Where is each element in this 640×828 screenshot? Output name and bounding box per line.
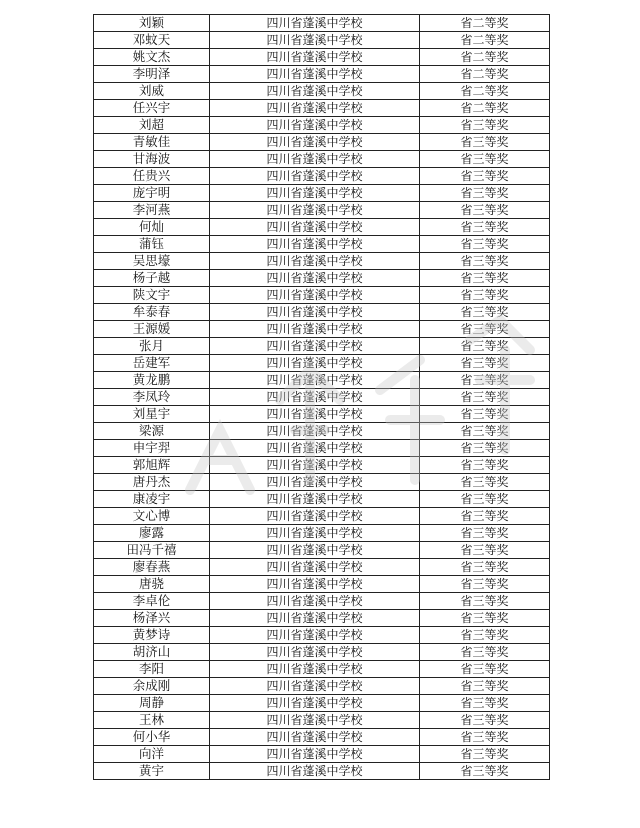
name-cell: 胡济山 (94, 644, 210, 661)
table-row (94, 236, 550, 253)
school-cell: 四川省蓬溪中学校 (210, 117, 420, 134)
award-cell: 省二等奖 (420, 15, 550, 32)
table-row (94, 559, 550, 576)
name-cell: 岳建军 (94, 355, 210, 372)
award-cell: 省三等奖 (420, 593, 550, 610)
table-row (94, 627, 550, 644)
table-row (94, 287, 550, 304)
table-row (94, 270, 550, 287)
award-list-body (94, 15, 550, 780)
name-cell: 邓蚊天 (94, 32, 210, 49)
name-cell: 何小华 (94, 729, 210, 746)
school-cell: 四川省蓬溪中学校 (210, 287, 420, 304)
award-cell: 省三等奖 (420, 270, 550, 287)
school-cell: 四川省蓬溪中学校 (210, 491, 420, 508)
table-row (94, 66, 550, 83)
school-cell: 四川省蓬溪中学校 (210, 202, 420, 219)
table-row (94, 253, 550, 270)
school-cell: 四川省蓬溪中学校 (210, 372, 420, 389)
name-cell: 申宇羿 (94, 440, 210, 457)
table-row (94, 644, 550, 661)
award-cell: 省三等奖 (420, 338, 550, 355)
table-row (94, 32, 550, 49)
award-cell: 省三等奖 (420, 321, 550, 338)
table-row (94, 593, 550, 610)
table-row (94, 491, 550, 508)
school-cell: 四川省蓬溪中学校 (210, 695, 420, 712)
name-cell: 田冯千禧 (94, 542, 210, 559)
award-cell: 省三等奖 (420, 185, 550, 202)
award-cell: 省三等奖 (420, 474, 550, 491)
name-cell: 何灿 (94, 219, 210, 236)
award-cell: 省三等奖 (420, 372, 550, 389)
table-row (94, 525, 550, 542)
name-cell: 陕文宇 (94, 287, 210, 304)
award-cell: 省三等奖 (420, 457, 550, 474)
award-cell: 省三等奖 (420, 627, 550, 644)
school-cell: 四川省蓬溪中学校 (210, 712, 420, 729)
school-cell: 四川省蓬溪中学校 (210, 576, 420, 593)
name-cell: 李河燕 (94, 202, 210, 219)
award-cell: 省三等奖 (420, 661, 550, 678)
school-cell: 四川省蓬溪中学校 (210, 270, 420, 287)
name-cell: 文心博 (94, 508, 210, 525)
award-cell: 省三等奖 (420, 117, 550, 134)
award-cell: 省三等奖 (420, 542, 550, 559)
table-row (94, 423, 550, 440)
school-cell: 四川省蓬溪中学校 (210, 83, 420, 100)
award-cell: 省二等奖 (420, 49, 550, 66)
name-cell: 黄宇 (94, 763, 210, 780)
name-cell: 黄龙鹏 (94, 372, 210, 389)
name-cell: 王源媛 (94, 321, 210, 338)
award-list-table (93, 14, 550, 780)
table-row (94, 678, 550, 695)
name-cell: 唐丹杰 (94, 474, 210, 491)
name-cell: 刘星宇 (94, 406, 210, 423)
award-cell: 省三等奖 (420, 763, 550, 780)
table-row (94, 576, 550, 593)
table-row (94, 542, 550, 559)
school-cell: 四川省蓬溪中学校 (210, 542, 420, 559)
school-cell: 四川省蓬溪中学校 (210, 763, 420, 780)
table-row (94, 321, 550, 338)
name-cell: 任贵兴 (94, 168, 210, 185)
table-row (94, 508, 550, 525)
table-row (94, 338, 550, 355)
name-cell: 甘海波 (94, 151, 210, 168)
award-cell: 省三等奖 (420, 287, 550, 304)
school-cell: 四川省蓬溪中学校 (210, 644, 420, 661)
award-cell: 省三等奖 (420, 253, 550, 270)
school-cell: 四川省蓬溪中学校 (210, 338, 420, 355)
table-row (94, 389, 550, 406)
school-cell: 四川省蓬溪中学校 (210, 100, 420, 117)
table-row (94, 100, 550, 117)
award-cell: 省三等奖 (420, 610, 550, 627)
name-cell: 任兴宇 (94, 100, 210, 117)
table-row (94, 406, 550, 423)
school-cell: 四川省蓬溪中学校 (210, 219, 420, 236)
school-cell: 四川省蓬溪中学校 (210, 134, 420, 151)
name-cell: 周静 (94, 695, 210, 712)
name-cell: 李明泽 (94, 66, 210, 83)
name-cell: 黄梦诗 (94, 627, 210, 644)
table-row (94, 440, 550, 457)
award-cell: 省三等奖 (420, 712, 550, 729)
table-row (94, 304, 550, 321)
school-cell: 四川省蓬溪中学校 (210, 49, 420, 66)
name-cell: 李凤玲 (94, 389, 210, 406)
award-cell: 省三等奖 (420, 168, 550, 185)
school-cell: 四川省蓬溪中学校 (210, 236, 420, 253)
award-cell: 省三等奖 (420, 695, 550, 712)
name-cell: 杨子越 (94, 270, 210, 287)
name-cell: 青敏佳 (94, 134, 210, 151)
table-row (94, 151, 550, 168)
award-cell: 省三等奖 (420, 151, 550, 168)
name-cell: 王林 (94, 712, 210, 729)
name-cell: 刘威 (94, 83, 210, 100)
table-row (94, 610, 550, 627)
award-cell: 省三等奖 (420, 644, 550, 661)
school-cell: 四川省蓬溪中学校 (210, 32, 420, 49)
school-cell: 四川省蓬溪中学校 (210, 440, 420, 457)
award-cell: 省三等奖 (420, 134, 550, 151)
school-cell: 四川省蓬溪中学校 (210, 610, 420, 627)
name-cell: 牟泰春 (94, 304, 210, 321)
school-cell: 四川省蓬溪中学校 (210, 661, 420, 678)
table-row (94, 83, 550, 100)
table-row (94, 695, 550, 712)
award-cell: 省二等奖 (420, 83, 550, 100)
table-row (94, 474, 550, 491)
award-cell: 省三等奖 (420, 559, 550, 576)
school-cell: 四川省蓬溪中学校 (210, 729, 420, 746)
award-cell: 省三等奖 (420, 423, 550, 440)
table-row (94, 457, 550, 474)
school-cell: 四川省蓬溪中学校 (210, 474, 420, 491)
table-row (94, 763, 550, 780)
name-cell: 廖春燕 (94, 559, 210, 576)
name-cell: 廖露 (94, 525, 210, 542)
name-cell: 向洋 (94, 746, 210, 763)
award-cell: 省三等奖 (420, 219, 550, 236)
award-cell: 省三等奖 (420, 304, 550, 321)
school-cell: 四川省蓬溪中学校 (210, 304, 420, 321)
award-cell: 省三等奖 (420, 202, 550, 219)
school-cell: 四川省蓬溪中学校 (210, 185, 420, 202)
school-cell: 四川省蓬溪中学校 (210, 168, 420, 185)
award-cell: 省三等奖 (420, 440, 550, 457)
award-cell: 省三等奖 (420, 355, 550, 372)
school-cell: 四川省蓬溪中学校 (210, 321, 420, 338)
school-cell: 四川省蓬溪中学校 (210, 559, 420, 576)
table-row (94, 661, 550, 678)
name-cell: 刘颖 (94, 15, 210, 32)
school-cell: 四川省蓬溪中学校 (210, 508, 420, 525)
name-cell: 姚文杰 (94, 49, 210, 66)
name-cell: 郭旭辉 (94, 457, 210, 474)
table-row (94, 15, 550, 32)
name-cell: 李阳 (94, 661, 210, 678)
school-cell: 四川省蓬溪中学校 (210, 423, 420, 440)
name-cell: 刘超 (94, 117, 210, 134)
table-row (94, 729, 550, 746)
award-cell: 省三等奖 (420, 236, 550, 253)
school-cell: 四川省蓬溪中学校 (210, 593, 420, 610)
award-cell: 省二等奖 (420, 32, 550, 49)
name-cell: 余成刚 (94, 678, 210, 695)
award-cell: 省三等奖 (420, 508, 550, 525)
table-row (94, 372, 550, 389)
school-cell: 四川省蓬溪中学校 (210, 389, 420, 406)
name-cell: 吴思壕 (94, 253, 210, 270)
name-cell: 梁源 (94, 423, 210, 440)
award-cell: 省二等奖 (420, 66, 550, 83)
school-cell: 四川省蓬溪中学校 (210, 627, 420, 644)
name-cell: 蒲钰 (94, 236, 210, 253)
table-row (94, 202, 550, 219)
name-cell: 李卓伦 (94, 593, 210, 610)
school-cell: 四川省蓬溪中学校 (210, 15, 420, 32)
name-cell: 唐骁 (94, 576, 210, 593)
school-cell: 四川省蓬溪中学校 (210, 355, 420, 372)
award-cell: 省三等奖 (420, 576, 550, 593)
table-row (94, 355, 550, 372)
name-cell: 庞宇明 (94, 185, 210, 202)
award-cell: 省三等奖 (420, 678, 550, 695)
award-cell: 省三等奖 (420, 729, 550, 746)
award-cell: 省三等奖 (420, 525, 550, 542)
table-row (94, 219, 550, 236)
school-cell: 四川省蓬溪中学校 (210, 66, 420, 83)
table-row (94, 185, 550, 202)
name-cell: 张月 (94, 338, 210, 355)
table-row (94, 712, 550, 729)
school-cell: 四川省蓬溪中学校 (210, 151, 420, 168)
table-row (94, 134, 550, 151)
school-cell: 四川省蓬溪中学校 (210, 406, 420, 423)
table-row (94, 49, 550, 66)
school-cell: 四川省蓬溪中学校 (210, 457, 420, 474)
table-row (94, 746, 550, 763)
award-cell: 省三等奖 (420, 406, 550, 423)
name-cell: 康凌宇 (94, 491, 210, 508)
school-cell: 四川省蓬溪中学校 (210, 678, 420, 695)
award-cell: 省三等奖 (420, 389, 550, 406)
school-cell: 四川省蓬溪中学校 (210, 746, 420, 763)
award-cell: 省二等奖 (420, 100, 550, 117)
school-cell: 四川省蓬溪中学校 (210, 525, 420, 542)
name-cell: 杨泽兴 (94, 610, 210, 627)
school-cell: 四川省蓬溪中学校 (210, 253, 420, 270)
table-row (94, 168, 550, 185)
award-cell: 省三等奖 (420, 746, 550, 763)
table-row (94, 117, 550, 134)
award-cell: 省三等奖 (420, 491, 550, 508)
